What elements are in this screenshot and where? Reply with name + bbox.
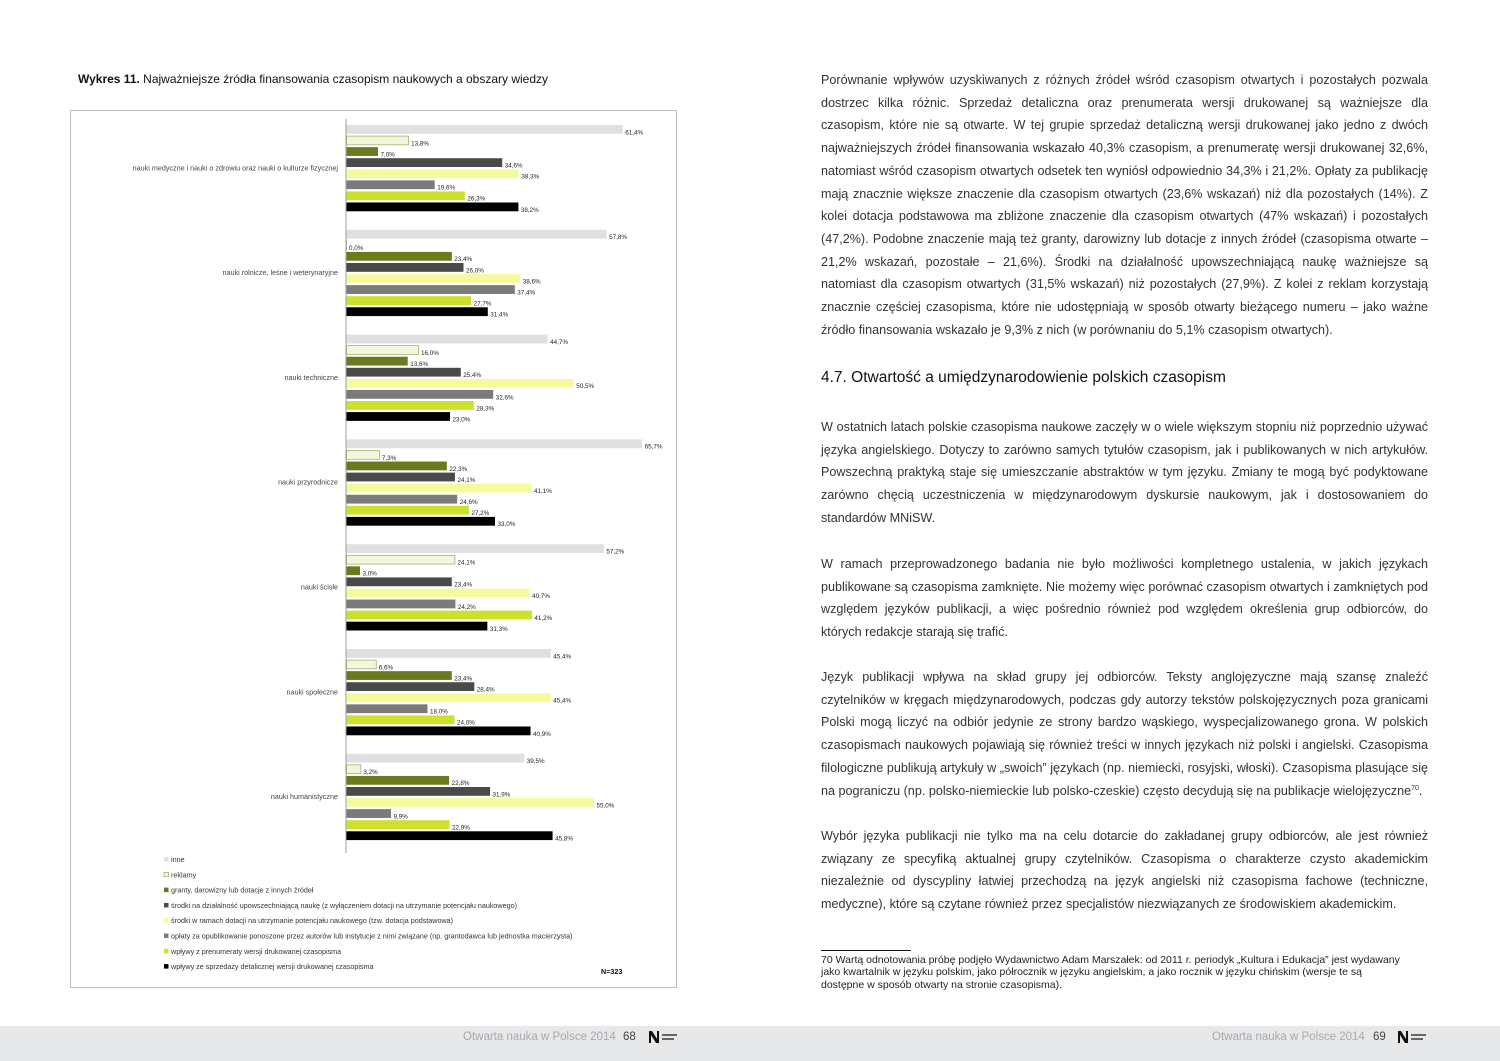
legend-swatch — [164, 934, 169, 939]
data-label: 34,6% — [504, 162, 523, 170]
data-label: 24,1% — [457, 476, 476, 484]
bar — [347, 136, 409, 145]
bar — [347, 296, 472, 305]
data-label: 61,4% — [625, 129, 644, 137]
bar — [347, 263, 464, 272]
legend-swatch — [164, 888, 169, 893]
data-label: 45,4% — [553, 653, 572, 661]
footer-title-left: Otwarta nauka w Polsce 2014 — [463, 1031, 616, 1043]
data-label: 50,5% — [576, 383, 595, 391]
footnote-ref[interactable]: 70 — [1411, 784, 1419, 792]
bar — [347, 357, 408, 366]
bar — [347, 274, 521, 283]
bar — [347, 158, 503, 167]
bar — [347, 230, 607, 239]
legend-entry: reklamy — [171, 870, 197, 880]
bar — [347, 831, 553, 840]
sample-size-note: N=323 — [601, 967, 623, 976]
bar — [347, 180, 435, 189]
category-label: nauki medyczne i nauki o zdrowiu oraz nauki o kulturze fizycznej — [132, 163, 338, 173]
bar — [347, 588, 530, 597]
chart-title-text: Najważniejsze źródła finansowania czasopism naukowych a obszary wiedzy — [139, 72, 549, 86]
legend-swatch — [164, 903, 169, 908]
data-label: 26,0% — [466, 267, 484, 275]
paragraph-4-text: Język publikacji wpływa na skład grupy jej odbiorców. Teksty anglojęzyczne mają szansę znaleźć czytelników w kręgach międzynarodowych, podczas gdy autorzy tekstów polskojęzycznych poza granicami Polski mogą liczyć na odbiór jedynie ze strony bardzo wąskiego, wyspecjalizowanego grona. W polskich czasopismach naukowych pojawiają się również treści w innych językach niż polski i angielski. Czasopisma filologiczne publikują artykuły w „swoich” językach (np. niemiecki, rosyjski, włoski). Czasopisma plasujące się na pograniczu (np. polsko-niemieckie lub polsko-czeskie) często decydują się na publikacje wielojęzyczne — [821, 670, 1428, 798]
data-label: 28,3% — [476, 405, 495, 413]
bar — [347, 473, 455, 482]
data-label: 28,4% — [476, 686, 495, 694]
data-label: 27,7% — [473, 300, 492, 308]
bar — [347, 307, 488, 316]
bar — [347, 726, 531, 735]
data-label: 45,4% — [553, 697, 572, 705]
data-label: 22,3% — [449, 465, 468, 473]
bar — [347, 439, 643, 448]
bar — [347, 517, 496, 526]
legend-swatch — [164, 872, 169, 877]
bar — [347, 390, 494, 399]
data-label: 24,6% — [459, 499, 478, 507]
bar — [347, 611, 532, 620]
bar — [347, 577, 452, 586]
data-label: 3,2% — [363, 769, 378, 777]
bar — [347, 125, 623, 134]
data-label: 37,4% — [517, 289, 536, 297]
legend-entry: inne — [171, 855, 185, 864]
category-label: nauki humanistyczne — [270, 792, 338, 802]
bar — [347, 765, 361, 774]
bar — [347, 495, 458, 504]
bar — [347, 809, 392, 818]
data-label: 38,6% — [522, 278, 541, 286]
paragraph-2: W ostatnich latach polskie czasopisma naukowe zaczęły w o wiele większym stopniu niż poprzednio używać języka angielskiego. Dotyczy to zarówno samych tytułów czasopism, jak i publikowanych w nich artykułów. Powszechną praktyką staje się umieszczanie abstraktów w tym języku. Zmiany te mogą być podyktowane zarówno chęcią uczestniczenia w międzynarodowym dyskursie naukowym, jak i dostosowaniem do standardów MNiSW. — [821, 420, 1428, 525]
data-label: 27,2% — [471, 510, 490, 518]
data-label: 33,0% — [497, 521, 516, 529]
bar — [347, 544, 604, 553]
bar — [347, 704, 428, 713]
paragraph-5: Wybór języka publikacji nie tylko ma na celu dotarcie do zakładanej grupy odbiorców, ale jest również związany ze specyfiką aktualnej grupy czytelników. Czasopisma o charakterze czysto akademickim niezależnie od dyscypliny łatwiej przechodzą na język angielski niż czasopisma fachowe (techniczne, medyczne), które są czytane również przez specjalistów niezwiązanych ze środowiskiem akademickim. — [821, 829, 1428, 912]
bar — [347, 401, 474, 410]
bar — [347, 368, 461, 377]
bar — [347, 566, 361, 575]
bar — [347, 169, 519, 178]
legend-entry: wpływy ze sprzedaży detalicznej wersji drukowanej czasopisma — [171, 962, 374, 972]
legend-swatch — [164, 918, 169, 923]
data-label: 24,1% — [457, 559, 476, 567]
data-label: 23,4% — [454, 256, 473, 264]
bar — [347, 776, 450, 785]
footnote: 70 Wartą odnotowania próbę podjęło Wydawnictwo Adam Marszałek: od 2011 r. periodyk „Kultura i Edukacja” jest wydawany jako kwartalnik w języku polskim, jako półrocznik w języku angielskim, a jako rocznik w języku chińskim (wersje te są dostępne w sposób otwarty na stronie czasopisma). — [821, 954, 1400, 991]
data-label: 31,4% — [490, 311, 509, 319]
legend-swatch — [164, 964, 169, 969]
data-label: 24,2% — [457, 603, 476, 611]
bar — [347, 379, 574, 388]
data-label: 3,0% — [362, 570, 377, 578]
bar — [347, 147, 379, 156]
data-label: 19,6% — [437, 184, 456, 192]
category-label: nauki rolnicze, leśne i weterynaryjne — [222, 268, 338, 278]
data-label: 31,3% — [489, 625, 508, 633]
legend-entry: środki w ramach dotacji na utrzymanie potencjału naukowego (tzw. dotacja podstawowa) — [171, 916, 454, 926]
legend-entry: opłaty za opublikowanie ponoszone przez autorów lub instytucje z nimi związane (np. grantodawca lub jednostka macierzysta) — [171, 931, 573, 941]
data-label: 23,4% — [454, 675, 473, 683]
data-label: 16,0% — [421, 349, 439, 357]
publisher-logo-icon — [1397, 1030, 1427, 1044]
bar — [347, 252, 452, 261]
paragraph-4 — [821, 666, 1428, 802]
footnote-divider — [821, 950, 911, 951]
paragraph-1: Porównanie wpływów uzyskiwanych z różnych źródeł wśród czasopism otwartych i pozostałych pozwala dostrzec kilka różnic. Sprzedaż detaliczna oraz prenumerata wersji drukowanej są ważniejsze dla czasopism, które nie są otwarte. W tej grupie sprzedaż detaliczną wersji drukowanej jako jedno z dwóch najważniejszych źródeł finansowania wskazało 40,3% czasopism, a prenumeratę wersji drukowanej 32,6%, natomiast wśród czasopism otwartych odsetek ten wyniósł odpowiednio 34,3% i 21,2%. Opłaty za publikację mają znacznie większe znaczenie dla czasopism otwartych (23,6% wskazań) niż dla pozostałych (14%). Z kolei dotacja podstawowa ma zbliżone znaczenie dla czasopism otwartych (47% wskazań) i pozostałych (47,2%). Podobne znaczenie mają też granty, darowizny lub dotacje z innych źródeł (czasopisma otwarte – 21,2% wskazań, pozostałe – 21,6%). Środki na działalność upowszechniającą naukę ważniejsze są natomiast dla czasopism otwartych (31,5% wskazań) niż pozostałych (27,9%). Z kolei z reklam korzystają znacznie częściej czasopisma, które nie udostępniają w sposób otwarty bieżącego numeru – jako ważne źródło finansowania wskazało je 9,3% z nich (w porównaniu do 5,1% czasopism otwartych). — [821, 73, 1428, 337]
data-label: 7,3% — [381, 454, 397, 462]
data-label: 13,6% — [410, 361, 429, 369]
data-label: 7,0% — [380, 151, 395, 159]
bar — [347, 412, 451, 421]
bar — [347, 555, 455, 564]
chart-title-number: Wykres 11. — [78, 72, 140, 86]
data-label: 44,7% — [550, 338, 569, 346]
data-label: 40,9% — [533, 730, 551, 738]
legend-entry: wpływy z prenumeraty wersji drukowanej czasopisma — [171, 946, 342, 956]
chart-frame — [70, 110, 677, 988]
legend-swatch — [164, 857, 169, 862]
footer-title-right: Otwarta nauka w Polsce 2014 — [1212, 1031, 1365, 1043]
bar — [347, 202, 519, 211]
bar — [347, 600, 456, 609]
paragraph-4-end: . — [1418, 783, 1423, 798]
data-label: 38,2% — [520, 206, 539, 214]
bar — [347, 649, 551, 658]
bar — [347, 682, 475, 691]
data-label: 22,8% — [451, 780, 470, 788]
bar — [347, 484, 532, 493]
data-label: 13,8% — [411, 140, 429, 148]
data-label: 40,7% — [532, 592, 551, 600]
bar — [347, 820, 450, 829]
data-label: 0,0% — [349, 245, 364, 253]
bar — [347, 335, 548, 344]
bar — [347, 506, 469, 515]
category-label: nauki społeczne — [286, 687, 338, 697]
data-label: 22,9% — [452, 824, 470, 832]
data-label: 39,5% — [526, 758, 545, 766]
bar — [347, 450, 380, 459]
bar — [347, 787, 491, 796]
publisher-logo-icon — [648, 1030, 678, 1044]
data-label: 31,9% — [492, 791, 511, 799]
data-label: 41,1% — [533, 487, 552, 495]
page-number-left: 68 — [623, 1031, 636, 1043]
data-label: 65,7% — [644, 443, 663, 451]
data-label: 18,0% — [430, 708, 448, 716]
category-label: nauki przyrodnicze — [278, 477, 338, 487]
data-label: 38,3% — [521, 173, 540, 181]
bar — [347, 798, 595, 807]
data-label: 23,0% — [452, 416, 471, 424]
bar — [347, 693, 551, 702]
data-label: 6,6% — [378, 664, 394, 672]
data-label: 45,8% — [555, 835, 573, 843]
bar — [347, 671, 452, 680]
section-heading: 4.7. Otwartość a umiędzynarodowienie polskich czasopism — [821, 369, 1226, 386]
data-label: 26,3% — [467, 195, 486, 203]
data-label: 32,6% — [495, 394, 514, 402]
data-label: 24,0% — [457, 719, 475, 727]
data-label: 25,4% — [463, 372, 482, 380]
bar-chart — [71, 111, 675, 986]
category-label: nauki ścisłe — [300, 582, 338, 592]
bar — [347, 622, 488, 631]
bar — [347, 346, 419, 355]
bar — [347, 754, 525, 763]
legend-swatch — [164, 949, 169, 954]
data-label: 57,8% — [609, 234, 627, 242]
paragraph-3: W ramach przeprowadzonego badania nie było możliwości kompletnego ustalenia, w jakich językach publikowane są czasopisma zamknięte. Nie możemy więc porównać czasopism otwartych i zamkniętych pod względem języków publikacji, a więc pośrednio również pod względem określenia grup odbiorców, do których redakcje starają się trafić. — [821, 557, 1428, 640]
data-label: 41,2% — [534, 614, 553, 622]
bar — [347, 285, 515, 294]
legend-entry: środki na działalność upowszechniającą naukę (z wyłączeniem dotacji na utrzymanie potencjału naukowego) — [171, 900, 517, 910]
bar — [347, 191, 465, 200]
bar — [347, 660, 377, 669]
data-label: 9,9% — [393, 813, 408, 821]
data-label: 23,4% — [454, 581, 473, 589]
bar — [347, 462, 447, 471]
chart-title — [78, 72, 548, 86]
data-label: 57,2% — [606, 548, 625, 556]
data-label: 55,0% — [596, 802, 615, 810]
category-label: nauki techniczne — [284, 372, 338, 382]
legend-entry: granty, darowizny lub dotacje z innych źródeł — [171, 885, 314, 895]
page-number-right: 69 — [1373, 1031, 1386, 1043]
bar — [347, 715, 455, 724]
